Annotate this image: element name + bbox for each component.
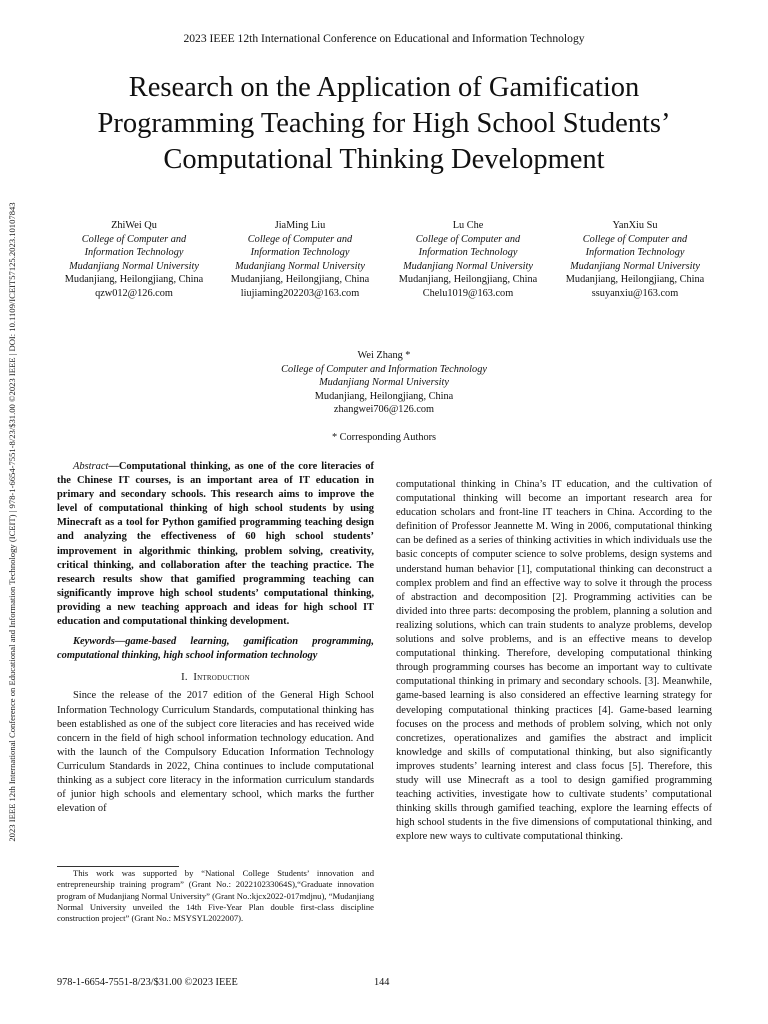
funding-footnote: This work was supported by “National College Students’ innovation and entrepreneurship training program” (Grant No.: 202210233064S),“Graduate innovation program of Mudanjiang Normal University” (Grant No.:kjcx2022-017mdjnu), “Mudanjiang Normal University unveiled the 14th Five-Year Plan double first-class discipline construction project” (Grant No.: MSYSYL2022007). <box>57 868 374 924</box>
abstract-text: —Computational thinking, as one of the core literacies of the Chinese IT courses, is an important area of IT education in primary and secondary schools. This research aims to improve the level of computational thinking of high school students by using Minecraft as a tool for Python gamified programming teaching design and analyzing the effectiveness of 60 high school students’ improvement in algorithmic thinking, problem solving, creativity, critical thinking, and collaboration after the teaching practice. The research results show that gamified programming teaching can significantly improve high school students’ computational thinking, providing a new teaching approach and ideas for high school IT education and computational thinking development. <box>57 461 374 628</box>
author-university: Mudanjiang Normal University <box>570 260 700 272</box>
author-location: Mudanjiang, Heilongjiang, China <box>398 274 538 286</box>
author-university: Mudanjiang Normal University <box>235 260 365 272</box>
author-location: Mudanjiang, Heilongjiang, China <box>64 274 204 286</box>
author-affiliation: Information Technology <box>585 247 685 259</box>
intro-paragraph-left: Since the release of the 2017 edition of the General High School Information Technology Curriculum Standards, computational thinking has been established as one of the subject core literacies and has received wide concern in the field of high school information technology education. And with the launch of the Compulsory Education Information Technology Curriculum Standards in 2022, China continues to include computational thinking as a subject core literacy in the information curriculum standards of junior high schools and elementary school, which marks the further elevation of <box>57 690 374 815</box>
author-name: ZhiWei Qu <box>111 220 157 231</box>
author-affiliation: College of Computer and <box>81 233 187 245</box>
author-university: Mudanjiang Normal University <box>69 260 199 272</box>
title-line: Programming Teaching for High School Students’ <box>97 108 671 139</box>
author-block-1 <box>50 219 218 301</box>
right-column <box>396 478 712 844</box>
author-affiliation: College of Computer and <box>415 233 521 245</box>
section-number: I. <box>181 672 188 684</box>
author-affiliation: Information Technology <box>250 247 350 259</box>
title-line: Research on the Application of Gamification <box>128 72 640 103</box>
section-title-rest: ntroduction <box>197 672 250 684</box>
author-email: Chelu1019@163.com <box>422 287 514 299</box>
author-name: Wei Zhang * <box>357 350 411 361</box>
title-line: Computational Thinking Development <box>163 144 605 175</box>
author-name: Lu Che <box>452 220 484 231</box>
author-university: Mudanjiang Normal University <box>403 260 533 272</box>
section-first-letter: I <box>193 672 198 684</box>
author-name: JiaMing Liu <box>274 220 326 231</box>
author-block-3 <box>384 219 552 301</box>
author-location: Mudanjiang, Heilongjiang, China <box>565 274 705 286</box>
footnote-divider <box>57 866 179 867</box>
corresponding-note: * Corresponding Authors <box>331 432 437 443</box>
author-email: qzw012@126.com <box>95 287 173 299</box>
conference-header: 2023 IEEE 12th International Conference on Educational and Information Technology <box>183 32 585 45</box>
author-affiliation: College of Computer and <box>247 233 353 245</box>
author-location: Mudanjiang, Heilongjiang, China <box>314 390 454 402</box>
author-affiliation: College of Computer and Information Technology <box>281 363 487 375</box>
doi-side-identifier: 2023 IEEE 12th International Conference on Educational and Information Technology (ICEIT) | 978-1-6654-7551-8/23/$31.00 ©2023 IEEE | DOI: 10.1109/ICEIT57125.2023.10107843 <box>7 202 17 842</box>
footer-copyright: 978-1-6654-7551-8/23/$31.00 ©2023 IEEE <box>57 977 238 988</box>
intro-paragraph-right: computational thinking in China’s IT education, and the cultivation of computational thinking will become an important research area for education scholars and front-line IT teachers in China. According to the definition of Professor Jeannette M. Wing in 2006, computational thinking can be defined as a series of thinking activities in which individuals use the basic concepts of computer science to solve problems, design systems and understand human behavior [1], computational thinking can deconstruct a complex problem and find an effective way to solve it through the process of abstraction and decomposition [2]. Programming activities can be divided into three parts: decomposing the problem, planning a solution and realizing solutions, which can train students to analyze problems, develop solutions and solve problems, and is an effective means to develop computational thinking. Therefore, developing computational thinking through programming courses has become an important way to cultivate computational thinking in primary and secondary schools. [3]. Meanwhile, game-based learning is also considered an effective learning strategy for developing computational thinking practices [4]. Game-based learning focuses on the process and methods of problem solving, which not only concretizes, operationalizes and gamifies the abstract and implicit knowledge and skills of computational thinking, but also significantly improves students’ learning interest and class focus [5]. Therefore, this study will use Minecraft as a tool to design gamified programming teaching activities, investigate how to cultivate students’ computational thinking skills through gamified teaching, explore the learning effects of high school students in the five dimensions of computational thinking, and explore new ways to cultivate computational thinking. <box>396 479 712 843</box>
author-block-2 <box>216 219 384 301</box>
author-location: Mudanjiang, Heilongjiang, China <box>230 274 370 286</box>
author-email: zhangwei706@126.com <box>333 404 435 416</box>
author-name: YanXiu Su <box>612 220 658 231</box>
corresponding-author-block <box>254 349 514 417</box>
keywords: Keywords—game-based learning, gamification programming, computational thinking, high school information technology <box>57 636 374 662</box>
abstract-lead: Abstract <box>73 461 109 472</box>
section-heading-introduction <box>57 671 374 685</box>
author-university: Mudanjiang Normal University <box>319 377 449 389</box>
page-number: 144 <box>374 977 390 988</box>
author-affiliation: College of Computer and <box>582 233 688 245</box>
author-affiliation: Information Technology <box>418 247 518 259</box>
author-block-4 <box>551 219 719 301</box>
author-email: ssuyanxiu@163.com <box>591 287 679 299</box>
author-email: liujiaming202203@163.com <box>240 287 360 299</box>
author-affiliation: Information Technology <box>84 247 184 259</box>
footnote <box>57 868 374 924</box>
abstract <box>57 460 374 629</box>
paper-title <box>40 70 728 178</box>
left-column <box>57 460 374 816</box>
